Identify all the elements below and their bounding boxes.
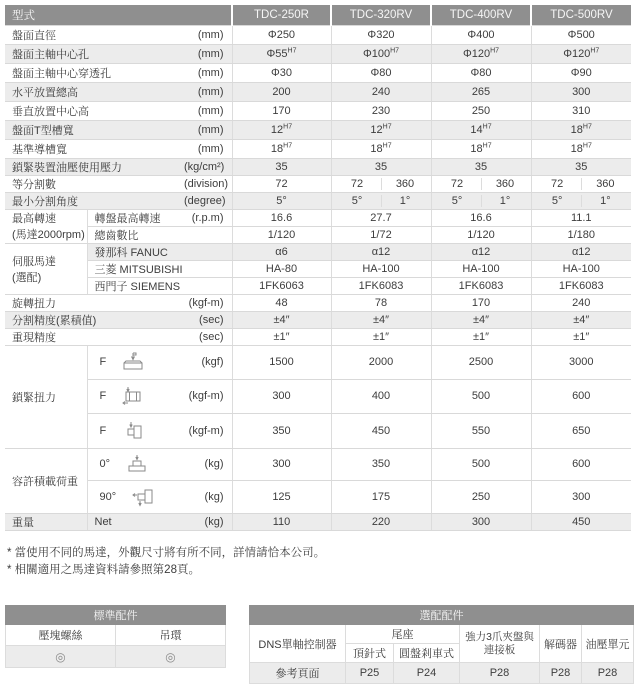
row-divisions	[5, 175, 631, 192]
cell-value: 600	[531, 379, 631, 413]
cell-value: 265	[431, 82, 531, 101]
cell-value: 2000	[331, 345, 431, 379]
row-label: 重量	[5, 513, 87, 530]
cell-value: $18^{H7}$	[331, 139, 431, 158]
sub-label-f2: F	[87, 379, 182, 413]
row-label: 旋轉扭力	[5, 294, 182, 311]
cell-value: 1FK6083	[431, 277, 531, 294]
row-unit: (r.p.m)	[182, 209, 232, 226]
cell-value: 550	[431, 413, 531, 448]
cell-value: $12^{H7}$	[331, 120, 431, 139]
cell-value: α12	[431, 243, 531, 260]
cell-value: ±4″	[431, 311, 531, 328]
cell-value: 1/72	[331, 226, 431, 243]
row-horizontal-height	[5, 82, 631, 101]
cell-value: Φ30	[232, 63, 331, 82]
optional-dns-controller: DNS單軸控制器	[250, 625, 346, 663]
cell-value: 175	[331, 480, 431, 513]
sub-label-0deg: 0°	[87, 448, 182, 480]
cell-value: 240	[331, 82, 431, 101]
row-unit: (kg)	[182, 513, 232, 530]
footnote-motor-reference: * 相關適用之馬達資料請參照第28頁。	[7, 563, 200, 576]
cell-value: HA-100	[331, 260, 431, 277]
cell-value: Φ80	[331, 63, 431, 82]
reference-page: P28	[582, 663, 634, 684]
row-clamp-pressure	[5, 158, 631, 175]
cell-value: $18^{H7}$	[232, 139, 331, 158]
row-label: 分割精度(累積值)	[5, 311, 182, 328]
standard-accessory-clamp-screw: 壓塊螺絲	[6, 625, 116, 646]
row-unit: (mm)	[182, 25, 232, 44]
sub-label-f3: F	[87, 413, 182, 448]
cell-value: 500	[431, 379, 531, 413]
row-label: 重現精度	[5, 328, 182, 345]
cell-pair: 72 360	[431, 175, 531, 192]
cell-pair: 72 360	[531, 175, 631, 192]
optional-tailstock: 尾座	[346, 625, 460, 644]
cell-value: 35	[431, 158, 531, 175]
cell-value: 1FK6063	[232, 277, 331, 294]
load-horizontal-icon	[124, 453, 150, 475]
row-unit: (mm)	[182, 120, 232, 139]
cell-value: 110	[232, 513, 331, 530]
cell-value: Φ400	[431, 25, 531, 44]
cell-pair: 5° 1°	[331, 192, 431, 209]
optional-accessories-title: 選配配件	[250, 606, 634, 625]
cell-value: 300	[531, 480, 631, 513]
row-unit: (mm)	[182, 82, 232, 101]
cell-value: ±1″	[531, 328, 631, 345]
row-unit: (kg)	[182, 480, 232, 513]
cell-value: Φ90	[531, 63, 631, 82]
cell-value: 170	[232, 101, 331, 120]
cell-value: 5°	[232, 192, 331, 209]
cell-value: 500	[431, 448, 531, 480]
cell-value: 16.6	[232, 209, 331, 226]
cell-value: 35	[232, 158, 331, 175]
reference-page: P28	[540, 663, 582, 684]
row-clamp-torque-side	[5, 413, 631, 448]
cell-value: 350	[331, 448, 431, 480]
row-repeatability	[5, 328, 631, 345]
tailstock-disc-brake-type: 圓盤剎車式	[394, 644, 460, 663]
row-unit: (kg)	[182, 448, 232, 480]
row-plate-diameter	[5, 25, 631, 44]
cell-pair: 5° 1°	[431, 192, 531, 209]
cell-value: Φ500	[531, 25, 631, 44]
row-load-90deg	[5, 480, 631, 513]
row-guide-slot-width	[5, 139, 631, 158]
row-servo-mitsubishi	[5, 260, 631, 277]
row-vertical-center-height	[5, 101, 631, 120]
row-label: 水平放置總高	[5, 82, 182, 101]
load-vertical-icon	[130, 486, 156, 508]
cell-value: Φ320	[331, 25, 431, 44]
row-min-index-angle	[5, 192, 631, 209]
cell-value: α12	[531, 243, 631, 260]
cell-value: 170	[431, 294, 531, 311]
optional-accessories-table	[249, 605, 634, 684]
row-unit: (kgf)	[182, 345, 232, 379]
reference-page: P24	[394, 663, 460, 684]
cell-value: 300	[232, 448, 331, 480]
group-label-clamp-torque: 鎖緊扭力	[5, 345, 87, 448]
cell-value: 230	[331, 101, 431, 120]
cell-value: 250	[431, 101, 531, 120]
cell-value: 250	[431, 480, 531, 513]
cell-value: $18^{H7}$	[531, 139, 631, 158]
cell-value: 48	[232, 294, 331, 311]
cell-value: 220	[331, 513, 431, 530]
row-unit: (kgf-m)	[182, 294, 232, 311]
row-unit: (mm)	[182, 44, 232, 63]
cell-value: ±4″	[232, 311, 331, 328]
cell-value: $\Phi 120^{H7}$	[531, 44, 631, 63]
cell-value: 600	[531, 448, 631, 480]
model-header-tdc-400rv: TDC-400RV	[431, 5, 531, 25]
standard-accessories-title: 標準配件	[6, 606, 226, 625]
standard-accessories-table	[5, 605, 226, 668]
cell-value: 350	[232, 413, 331, 448]
cell-value: 35	[531, 158, 631, 175]
clamp-force-axial-icon	[120, 351, 146, 373]
double-circle-mark: ◎	[55, 649, 66, 664]
standard-accessory-eyebolt: 吊環	[116, 625, 226, 646]
group-label-allowable-load: 容許積載荷重	[5, 448, 87, 513]
row-unit: (sec)	[182, 311, 232, 328]
group-label-max-speed: 最高轉速 (馬達2000rpm)	[5, 209, 87, 243]
model-column-title: 型式	[5, 5, 232, 25]
clamp-torque-radial-icon	[120, 385, 146, 407]
cell-value: α12	[331, 243, 431, 260]
sub-label-f1: F	[87, 345, 182, 379]
reference-page: P25	[346, 663, 394, 684]
row-servo-siemens	[5, 277, 631, 294]
cell-value: 1/120	[232, 226, 331, 243]
sub-label: Net	[87, 513, 182, 530]
sub-label-90deg: 90°	[87, 480, 182, 513]
sub-label: 總齒數比	[87, 226, 232, 243]
row-gear-ratio	[5, 226, 631, 243]
cell-value: 300	[531, 82, 631, 101]
cell-value: 300	[232, 379, 331, 413]
cell-value: $18^{H7}$	[431, 139, 531, 158]
model-header-tdc-250r: TDC-250R	[232, 5, 331, 25]
row-unit: (mm)	[182, 63, 232, 82]
row-unit: (mm)	[182, 101, 232, 120]
sub-label: 西門子 SIEMENS	[87, 277, 232, 294]
row-label: 垂直放置中心高	[5, 101, 182, 120]
clamp-torque-side-icon	[120, 420, 146, 442]
sub-label: 三菱 MITSUBISHI	[87, 260, 232, 277]
row-label: 盤面直徑	[5, 25, 182, 44]
cell-value: 2500	[431, 345, 531, 379]
optional-hydraulic-unit: 油壓單元	[582, 625, 634, 663]
spec-table	[5, 5, 631, 531]
cell-value: 1FK6083	[331, 277, 431, 294]
cell-value: ±1″	[331, 328, 431, 345]
model-header-tdc-500rv: TDC-500RV	[531, 5, 631, 25]
cell-value: 300	[431, 513, 531, 530]
row-unit: (sec)	[182, 328, 232, 345]
row-unit: (kg/cm²)	[182, 158, 232, 175]
sub-label: 發那科 FANUC	[87, 243, 232, 260]
cell-value: 450	[331, 413, 431, 448]
cell-value: HA-80	[232, 260, 331, 277]
row-unit: (kgf-m)	[182, 379, 232, 413]
row-label: 最小分割角度	[5, 192, 182, 209]
cell-value: HA-100	[531, 260, 631, 277]
cell-value: 72	[232, 175, 331, 192]
double-circle-mark: ◎	[165, 649, 176, 664]
row-label: 鎖緊裝置油壓使用壓力	[5, 158, 182, 175]
row-label: 盤面主軸中心孔	[5, 44, 182, 63]
row-load-0deg	[5, 448, 631, 480]
sub-label: 轉盤最高轉速	[87, 209, 182, 226]
cell-value: ±1″	[431, 328, 531, 345]
footnote-motor-dimensions: * 當使用不同的馬達，外觀尺寸將有所不同，詳情請恰本公司。	[7, 546, 326, 559]
optional-chuck-adapter: 強力3爪夾盤與連接板	[460, 625, 540, 663]
row-indexing-accuracy	[5, 311, 631, 328]
cell-value: 200	[232, 82, 331, 101]
cell-value: α6	[232, 243, 331, 260]
cell-value: HA-100	[431, 260, 531, 277]
spec-header-row	[5, 5, 631, 25]
row-max-table-speed	[5, 209, 631, 226]
reference-page: P28	[460, 663, 540, 684]
cell-value: $\Phi 100^{H7}$	[331, 44, 431, 63]
model-header-tdc-320rv: TDC-320RV	[331, 5, 431, 25]
cell-value: 11.1	[531, 209, 631, 226]
cell-value: $\Phi 55^{H7}$	[232, 44, 331, 63]
row-clamp-torque-radial	[5, 379, 631, 413]
cell-pair: 5° 1°	[531, 192, 631, 209]
cell-value: 16.6	[431, 209, 531, 226]
row-spindle-center-hole	[5, 44, 631, 63]
row-unit: (kgf-m)	[182, 413, 232, 448]
included-mark	[116, 646, 226, 668]
row-unit: (degree)	[182, 192, 232, 209]
row-servo-fanuc	[5, 243, 631, 260]
cell-value: ±4″	[531, 311, 631, 328]
row-label: 等分割數	[5, 175, 182, 192]
cell-value: 3000	[531, 345, 631, 379]
row-net-weight	[5, 513, 631, 530]
row-unit: (division)	[182, 175, 232, 192]
cell-value: $12^{H7}$	[232, 120, 331, 139]
cell-value: 450	[531, 513, 631, 530]
tailstock-center-type: 頂針式	[346, 644, 394, 663]
cell-value: Φ250	[232, 25, 331, 44]
included-mark	[6, 646, 116, 668]
cell-value: 35	[331, 158, 431, 175]
cell-value: 400	[331, 379, 431, 413]
cell-value: 650	[531, 413, 631, 448]
row-label: 基準導槽寬	[5, 139, 182, 158]
cell-value: $\Phi 120^{H7}$	[431, 44, 531, 63]
cell-value: 1/120	[431, 226, 531, 243]
cell-value: 125	[232, 480, 331, 513]
cell-value: 240	[531, 294, 631, 311]
cell-value: ±4″	[331, 311, 431, 328]
cell-pair: 72 360	[331, 175, 431, 192]
cell-value: 1FK6083	[531, 277, 631, 294]
row-label: 盤面主軸中心穿透孔	[5, 63, 182, 82]
row-rotation-torque	[5, 294, 631, 311]
row-unit: (mm)	[182, 139, 232, 158]
cell-value: 27.7	[331, 209, 431, 226]
reference-page-label: 參考頁面	[250, 663, 346, 684]
row-clamp-force	[5, 345, 631, 379]
accessory-tables	[5, 605, 631, 684]
optional-decoder: 解碼器	[540, 625, 582, 663]
row-label: 盤面T型槽寬	[5, 120, 182, 139]
row-through-hole	[5, 63, 631, 82]
row-t-slot-width	[5, 120, 631, 139]
footnotes	[7, 545, 631, 580]
cell-value: $18^{H7}$	[531, 120, 631, 139]
cell-value: 78	[331, 294, 431, 311]
cell-value: 310	[531, 101, 631, 120]
group-label-servo-motor: 伺服馬達 (選配)	[5, 243, 87, 294]
cell-value: Φ80	[431, 63, 531, 82]
cell-value: 1500	[232, 345, 331, 379]
cell-value: ±1″	[232, 328, 331, 345]
cell-value: 1/180	[531, 226, 631, 243]
cell-value: $14^{H7}$	[431, 120, 531, 139]
